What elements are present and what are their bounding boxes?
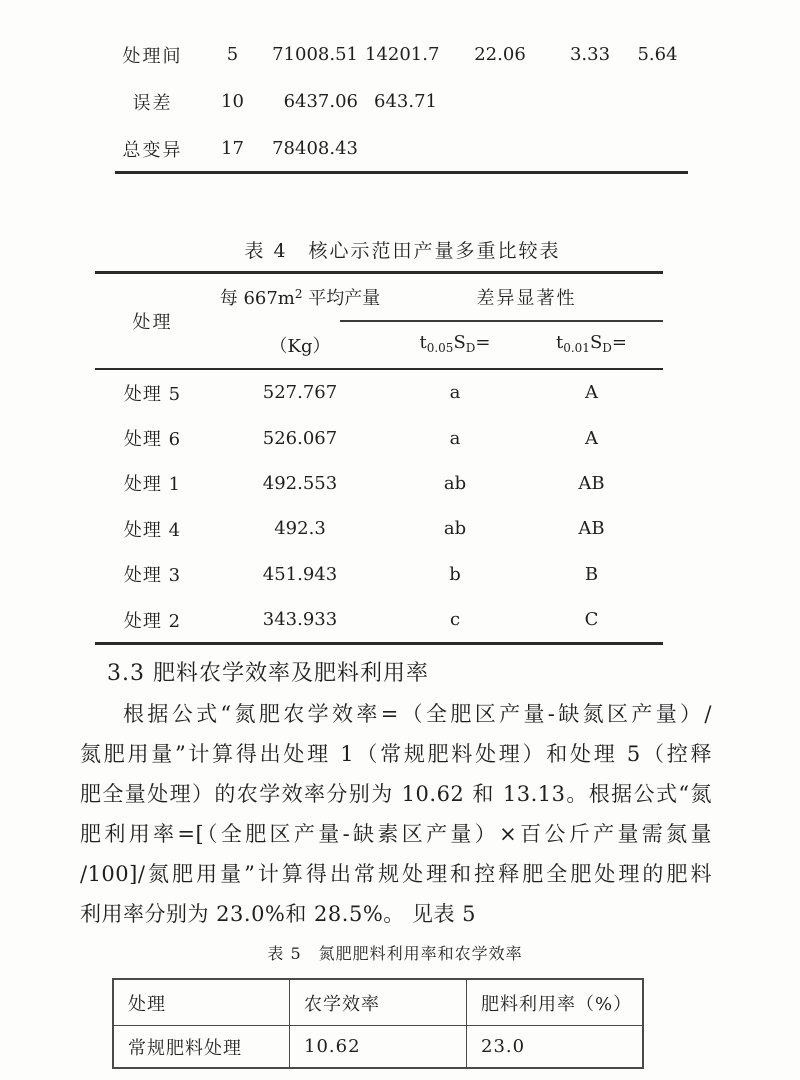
treatment-cell: 处理 3	[123, 565, 182, 587]
sig01-cell: AB	[578, 518, 605, 540]
s-subscript: D	[465, 341, 476, 355]
yield-cell: 492.3	[274, 518, 326, 540]
sig01-cell: B	[584, 563, 599, 585]
table4-header-t005	[390, 332, 520, 355]
paragraph-line: 氮肥用量”计算得出处理 1（常规肥料处理）和处理 5（控释	[80, 742, 712, 766]
treatment-cell: 处理 2	[123, 610, 182, 632]
s-subscript: D	[602, 341, 612, 355]
t-letter: t	[555, 332, 564, 353]
anova-f: 22.06	[474, 44, 526, 65]
sig01-cell: AB	[578, 472, 605, 494]
section-heading: 3.3 肥料农学效率及肥料利用率	[107, 661, 429, 686]
table-row	[110, 31, 690, 78]
table4-significance-subrule	[340, 320, 663, 322]
s-letter: S	[589, 332, 603, 353]
table4-header-t001	[520, 332, 663, 355]
sig05-cell: a	[449, 427, 461, 449]
t-subscript: 0.05	[426, 341, 454, 355]
treatment-cell: 处理 5	[123, 383, 182, 405]
table5-cell-utilization: 23.0	[481, 1036, 526, 1057]
table-row	[110, 78, 690, 125]
sig05-cell: a	[449, 382, 461, 404]
anova-source: 误差	[132, 92, 173, 114]
paragraph-line: 肥全量处理）的农学效率分别为 10.62 和 13.13。根据公式“氮	[80, 782, 712, 806]
table4-header-treatment: 处理	[132, 312, 173, 333]
s-letter: S	[453, 332, 466, 353]
equals-sign: =	[611, 332, 627, 353]
table4-header-yield	[210, 284, 390, 310]
anova-table	[110, 31, 690, 172]
table5-header-agronomic-efficiency: 农学效率	[290, 980, 467, 1026]
table4-bottom-rule	[95, 642, 663, 645]
table5-cell-treatment: 常规肥料处理	[114, 1026, 290, 1067]
yield-cell: 343.933	[262, 609, 338, 631]
equals-sign: =	[475, 332, 491, 353]
anova-df: 10	[221, 91, 244, 112]
anova-bottom-rule	[115, 171, 688, 174]
sig05-cell: b	[449, 563, 461, 585]
table5-cell-efficiency: 10.62	[290, 1026, 467, 1067]
treatment-cell: 处理 1	[123, 474, 182, 496]
anova-f01: 5.64	[637, 44, 678, 65]
paragraph-line: 利用率分别为 23.0%和 28.5%。 见表 5	[80, 902, 476, 926]
anova-f05: 3.33	[569, 44, 611, 65]
anova-source: 总变异	[122, 139, 183, 161]
anova-df: 5	[226, 44, 239, 65]
sig05-cell: ab	[443, 518, 467, 540]
table-row	[95, 370, 663, 415]
treatment-cell: 处理 6	[123, 429, 182, 451]
yield-cell: 451.943	[262, 563, 338, 585]
paragraph-line: /100]/氮肥用量”计算得出常规处理和控释肥全肥处理的肥料	[80, 862, 712, 886]
section-paragraph	[80, 694, 712, 934]
yield-head-text: 平均产量	[302, 288, 381, 309]
anova-df: 17	[221, 138, 244, 159]
table-row	[95, 552, 663, 597]
yield-head-text: 每 667m	[219, 288, 295, 309]
t-subscript: 0.01	[563, 341, 590, 355]
table4-title: 表 4 核心示范田产量多重比较表	[244, 240, 561, 262]
table5-header-treatment: 处理	[114, 980, 290, 1026]
anova-source: 处理间	[122, 45, 183, 67]
table-row	[95, 415, 663, 460]
table-row	[110, 125, 690, 172]
treatment-cell: 处理 4	[123, 519, 182, 541]
anova-ss: 71008.51	[272, 44, 358, 65]
anova-ss: 6437.06	[283, 91, 358, 112]
sig01-cell: A	[585, 427, 598, 449]
yield-cell: 492.553	[262, 472, 338, 494]
yield-cell: 527.767	[262, 382, 338, 404]
sig05-cell: ab	[443, 472, 467, 494]
table5-title: 表 5 氮肥肥料利用率和农学效率	[267, 944, 523, 963]
sig01-cell: C	[584, 609, 599, 631]
anova-ss: 78408.43	[272, 138, 358, 159]
sig01-cell: A	[585, 382, 598, 404]
anova-ms: 14201.7	[365, 44, 440, 65]
table-row	[95, 597, 663, 642]
paragraph-line: 根据公式“氮肥农学效率=（全肥区产量-缺氮区产量）/	[123, 702, 712, 726]
table4-body	[95, 370, 663, 642]
sig05-cell: c	[449, 609, 461, 631]
anova-ms: 643.71	[374, 91, 437, 112]
t-letter: t	[419, 332, 427, 353]
table5-header-utilization-rate: 肥料利用率（%）	[467, 980, 642, 1026]
table4-header-yield-unit: （Kg）	[269, 336, 331, 357]
table-row	[95, 461, 663, 506]
table-row	[95, 506, 663, 551]
paragraph-line: 肥利用率=[（全肥区产量-缺素区产量）×百公斤产量需氮量	[80, 822, 712, 846]
table4-header-significance-group: 差异显著性	[476, 288, 577, 309]
table5	[112, 978, 644, 1069]
yield-cell: 526.067	[262, 427, 338, 449]
yield-superscript: 2	[294, 287, 303, 301]
